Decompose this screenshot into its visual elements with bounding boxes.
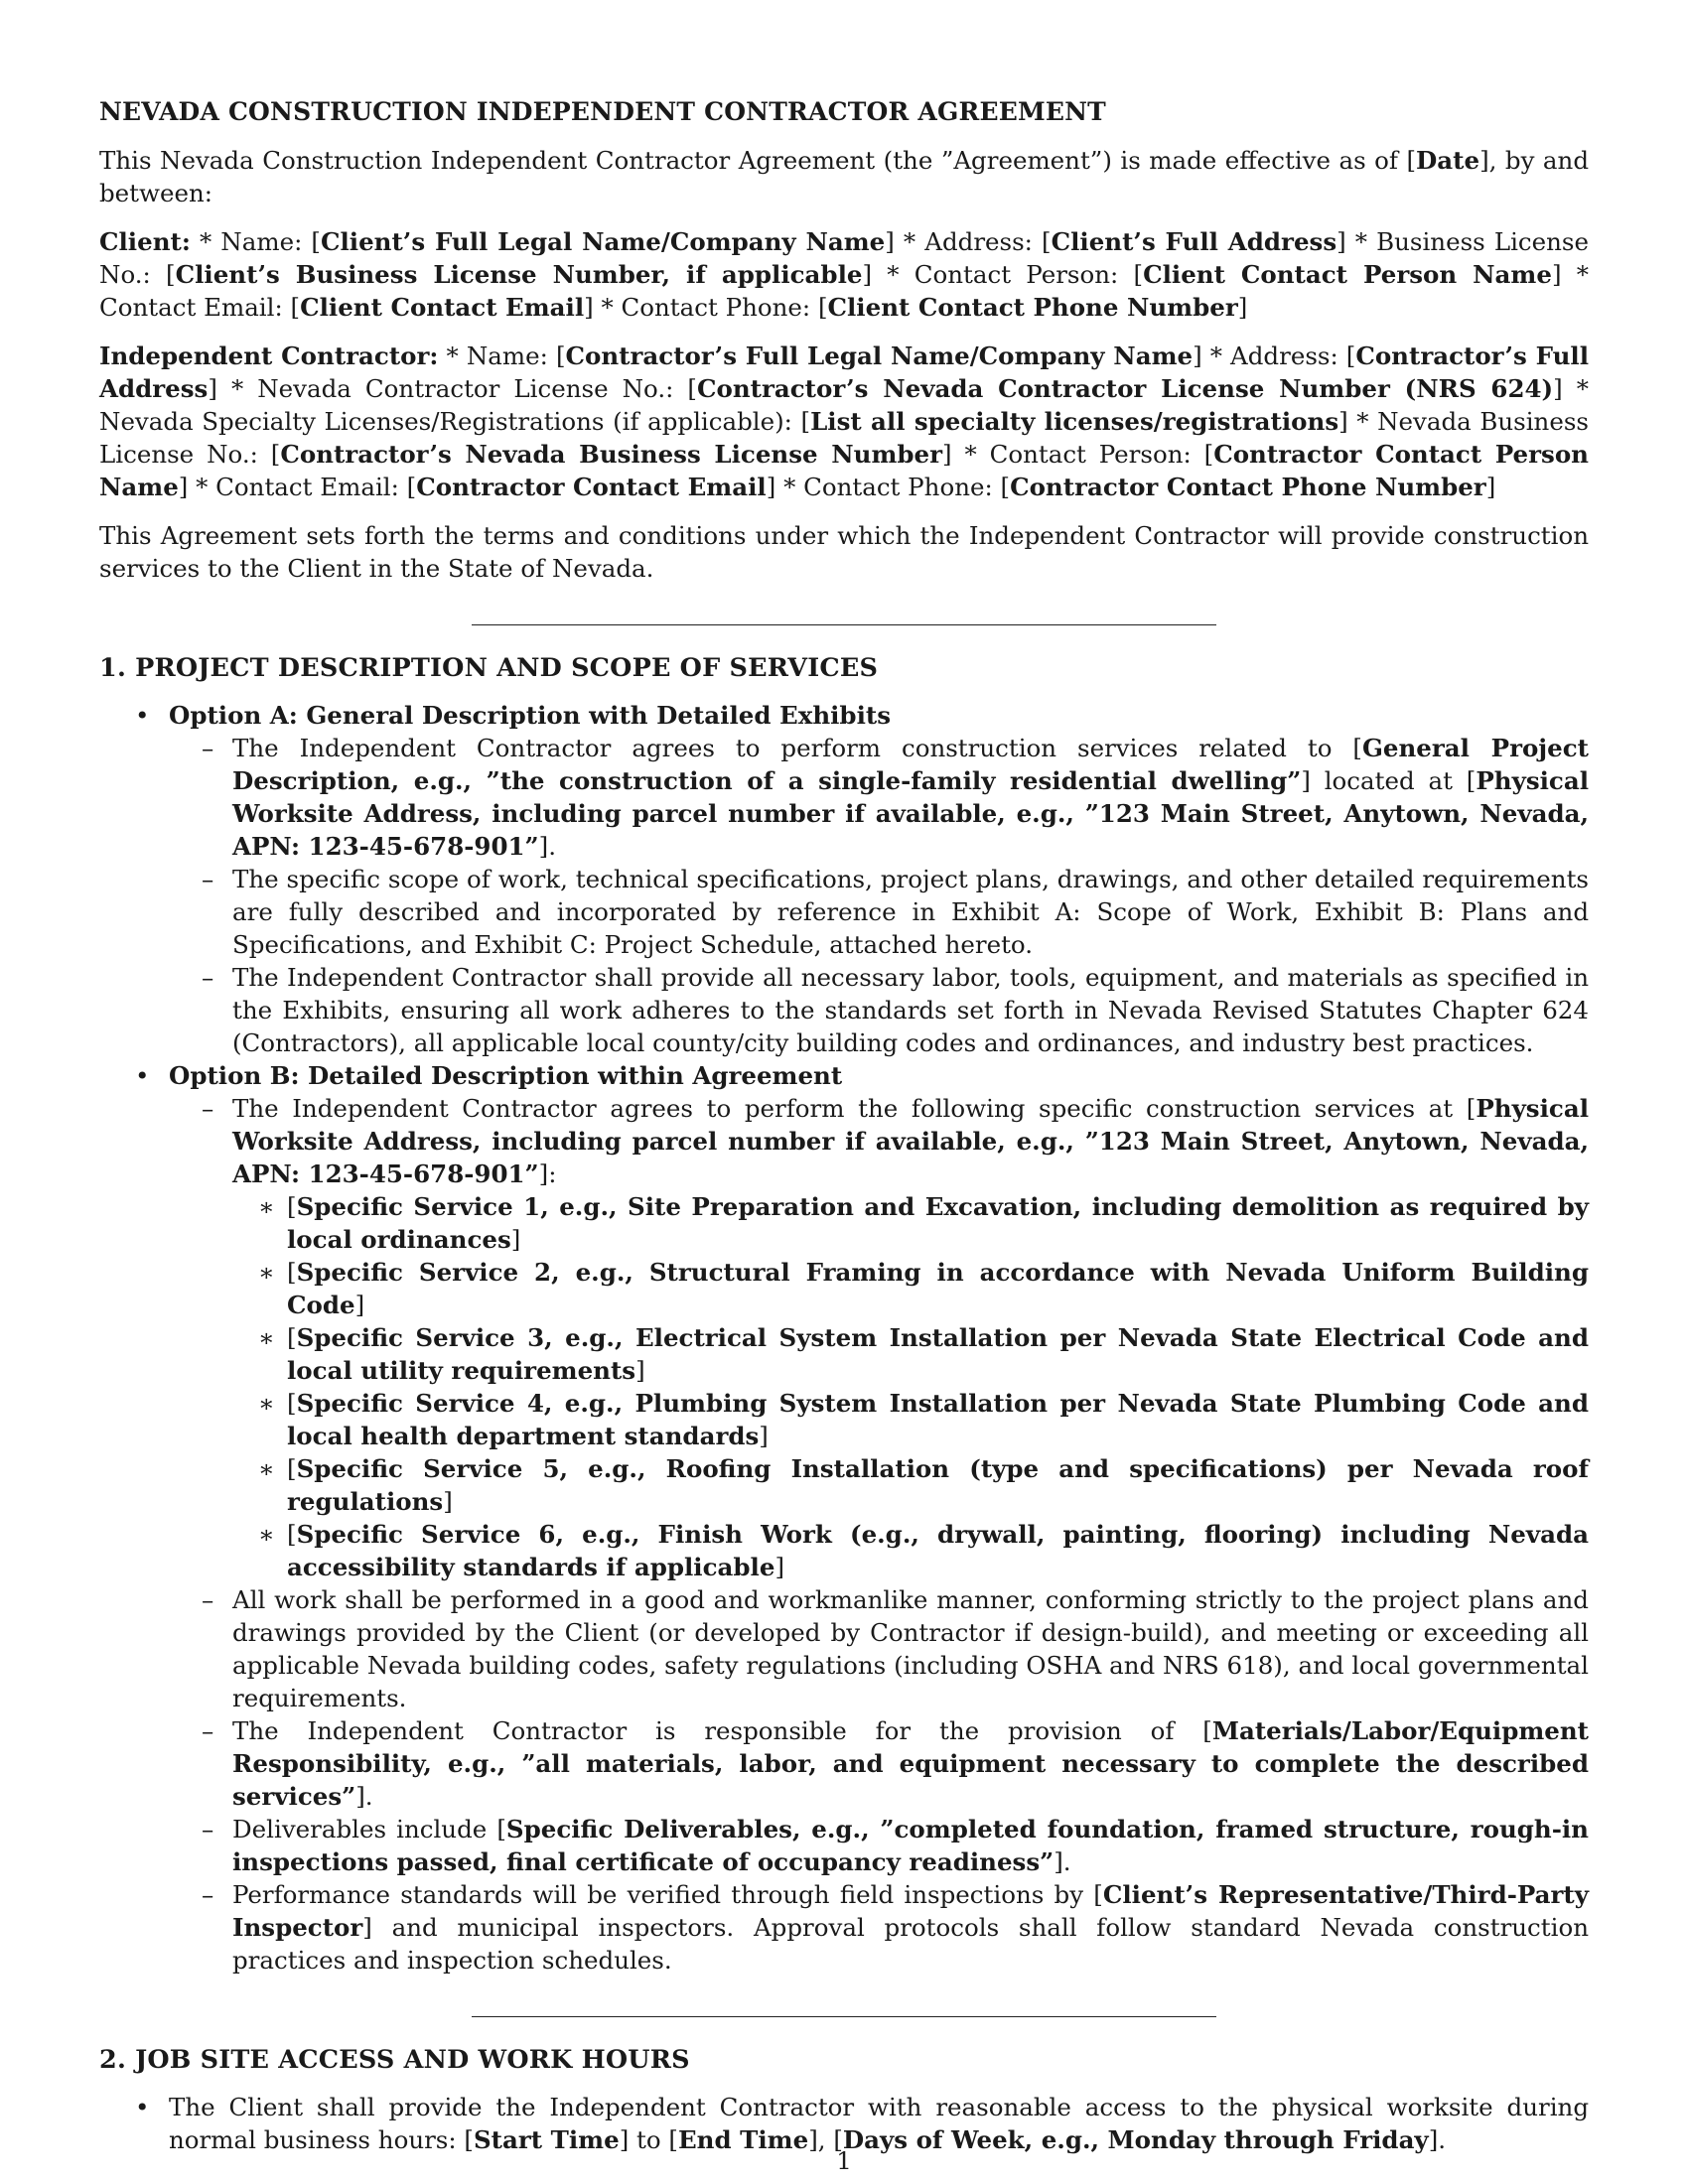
dash-icon: – — [202, 963, 214, 992]
list-item: – The specific scope of work, technical specifications, project plans, drawings, and other detailed requirements are fully described and incorporated by reference in Exhibit A: Scope of Work, Exhibit B: Plans and Specifications, and Exhibit C: Project Schedule, attached hereto. — [202, 865, 1589, 959]
list-item: – The Independent Contractor shall provide all necessary labor, tools, equipment, and materials as specified in the Exhibits, ensuring all work adheres to the standards set forth in Nevada Revised Statutes Chapter 624 (Contractors), all applicable local county/city building codes and ordinances, and industry best practices. — [202, 963, 1589, 1057]
service-item: ∗ [Specific Service 1, e.g., Site Preparation and Excavation, including demolition as required by local ordinances] — [258, 1192, 1589, 1254]
dash-icon: – — [202, 1815, 214, 1843]
list-item — [99, 1059, 1589, 1977]
service-item: ∗ [Specific Service 4, e.g., Plumbing System Installation per Nevada State Plumbing Code and local health department standards] — [258, 1389, 1589, 1450]
section-1-heading: 1. PROJECT DESCRIPTION AND SCOPE OF SERVICES — [99, 653, 879, 683]
list-item: – The Independent Contractor agrees to perform the following specific construction services at [Physical Worksite Address, including parcel number if available, e.g., ”123 Main Street, Anytown, Nevada, APN: 123-45-678-901”]: ∗ [Specific Service 1, e.g., Site Preparation and Excavation, including demolition as required by local ordinances] ∗ [Specific Service 2, e.g., Structural Framing in accordance with Nevada Uniform Building Code] ∗ [Specific Service 3, e.g., Electrical System Installation per Nevada State Electrical Code and local utility requirements] ∗ [Specific Service 4, e.g., Plumbing System Installation per Nevada State Plumbing Code and local health department standards] ∗ [Specific Service 5, e.g., Roofing Installation (type and specifications) per Nevada roof regulations] ∗ [Specific Service 6, e.g., Finish Work (e.g., drywall, painting, flooring) including Nevada accessibility standards if applicable] — [202, 1094, 1589, 1581]
service-item: ∗ [Specific Service 2, e.g., Structural Framing in accordance with Nevada Uniform Building Code] — [258, 1258, 1589, 1319]
asterisk-icon: ∗ — [258, 1520, 275, 1549]
dash-icon: – — [202, 1880, 214, 1909]
list-item: – Deliverables include [Specific Deliverables, e.g., ”completed foundation, framed structure, rough-in inspections passed, final certificate of occupancy readiness”]. — [202, 1815, 1589, 1876]
date-placeholder: Date — [1416, 146, 1480, 175]
dash-icon: – — [202, 1585, 214, 1614]
dash-icon: – — [202, 1094, 214, 1123]
contractor-block: Independent Contractor: * Name: [Contractor’s Full Legal Name/Company Name] * Address: [Contractor’s Full Address] * Nevada Contractor License No.: [Contractor’s Nevada Contractor License Number (NRS 624)] * Nevada Specialty Licenses/Registrations (if applicable): [List all specialty licenses/registrations] * Nevada Business License No.: [Contractor’s Nevada Business License Number] * Contact Person: [Contractor Contact Person Name] * Contact Email: [Contractor Contact Email] * Contact Phone: [Contractor Contact Phone Number] — [99, 341, 1590, 501]
bullet-icon: • — [135, 1061, 150, 1090]
intro-paragraph: This Nevada Construction Independent Contractor Agreement (the ”Agreement”) is made effective as of [Date], by and between: — [99, 146, 1590, 207]
client-block: Client: * Name: [Client’s Full Legal Name/Company Name] * Address: [Client’s Full Address] * Business License No.: [Client’s Business License Number, if applicable] * Contact Person: [Client Contact Person Name] * Contact Email: [Client Contact Email] * Contact Phone: [Client Contact Phone Number] — [99, 227, 1590, 322]
list-item: – Performance standards will be verified through field inspections by [Client’s Representative/Third-Party Inspector] and municipal inspectors. Approval protocols shall follow standard Nevada construction practices and inspection schedules. — [202, 1880, 1589, 1975]
option-b-label: Option B: Detailed Description within Agreement — [169, 1061, 843, 1090]
section-1-list — [99, 699, 1589, 1977]
document-title: NEVADA CONSTRUCTION INDEPENDENT CONTRACTOR AGREEMENT — [99, 97, 1106, 126]
asterisk-icon: ∗ — [258, 1323, 275, 1352]
client-label: Client: — [99, 227, 191, 256]
section-2-heading: 2. JOB SITE ACCESS AND WORK HOURS — [99, 2045, 690, 2075]
service-item: ∗ [Specific Service 6, e.g., Finish Work (e.g., drywall, painting, flooring) including Nevada accessibility standards if applicable] — [258, 1520, 1589, 1581]
service-item: ∗ [Specific Service 5, e.g., Roofing Installation (type and specifications) per Nevada roof regulations] — [258, 1454, 1589, 1516]
section-divider — [472, 624, 1216, 625]
page-number: 1 — [836, 2146, 852, 2175]
section-divider — [472, 2016, 1216, 2017]
list-item: – The Independent Contractor agrees to perform construction services related to [General Project Description, e.g., ”the construction of a single-family residential dwelling”] located at [Physical Worksite Address, including parcel number if available, e.g., ”123 Main Street, Anytown, Nevada, APN: 123-45-678-901”]. — [202, 734, 1590, 861]
asterisk-icon: ∗ — [258, 1258, 275, 1287]
list-item: • The Client shall provide the Independent Contractor with reasonable access to the physical worksite during normal business hours: [Start Time] to [End Time], [Days of Week, e.g., Monday through Friday]. — [135, 2093, 1589, 2154]
dash-icon: – — [202, 1716, 214, 1745]
asterisk-icon: ∗ — [258, 1192, 275, 1221]
asterisk-icon: ∗ — [258, 1389, 275, 1418]
dash-icon: – — [202, 865, 214, 893]
list-item — [99, 699, 1589, 1059]
option-a-label: Option A: General Description with Detailed Exhibits — [169, 701, 891, 730]
bullet-icon: • — [135, 701, 150, 730]
list-item: – All work shall be performed in a good and workmanlike manner, conforming strictly to the project plans and drawings provided by the Client (or developed by Contractor if design-build), and meeting or exceeding all applicable Nevada building codes, safety regulations (including OSHA and NRS 618), and local governmental requirements. — [202, 1585, 1589, 1712]
purpose-paragraph: This Agreement sets forth the terms and conditions under which the Independent Contractor will provide construction services to the Client in the State of Nevada. — [99, 521, 1589, 583]
services-list — [232, 1190, 1589, 1583]
contractor-label: Independent Contractor: — [99, 341, 439, 370]
list-item: – The Independent Contractor is responsible for the provision of [Materials/Labor/Equipment Responsibility, e.g., ”all materials, labor, and equipment necessary to complete the described services”]. — [202, 1716, 1589, 1811]
document-page — [99, 95, 1589, 2156]
dash-icon: – — [202, 734, 214, 762]
asterisk-icon: ∗ — [258, 1454, 275, 1483]
bullet-icon: • — [135, 2093, 150, 2121]
service-item: ∗ [Specific Service 3, e.g., Electrical System Installation per Nevada State Electrical Code and local utility requirements] — [258, 1323, 1589, 1385]
